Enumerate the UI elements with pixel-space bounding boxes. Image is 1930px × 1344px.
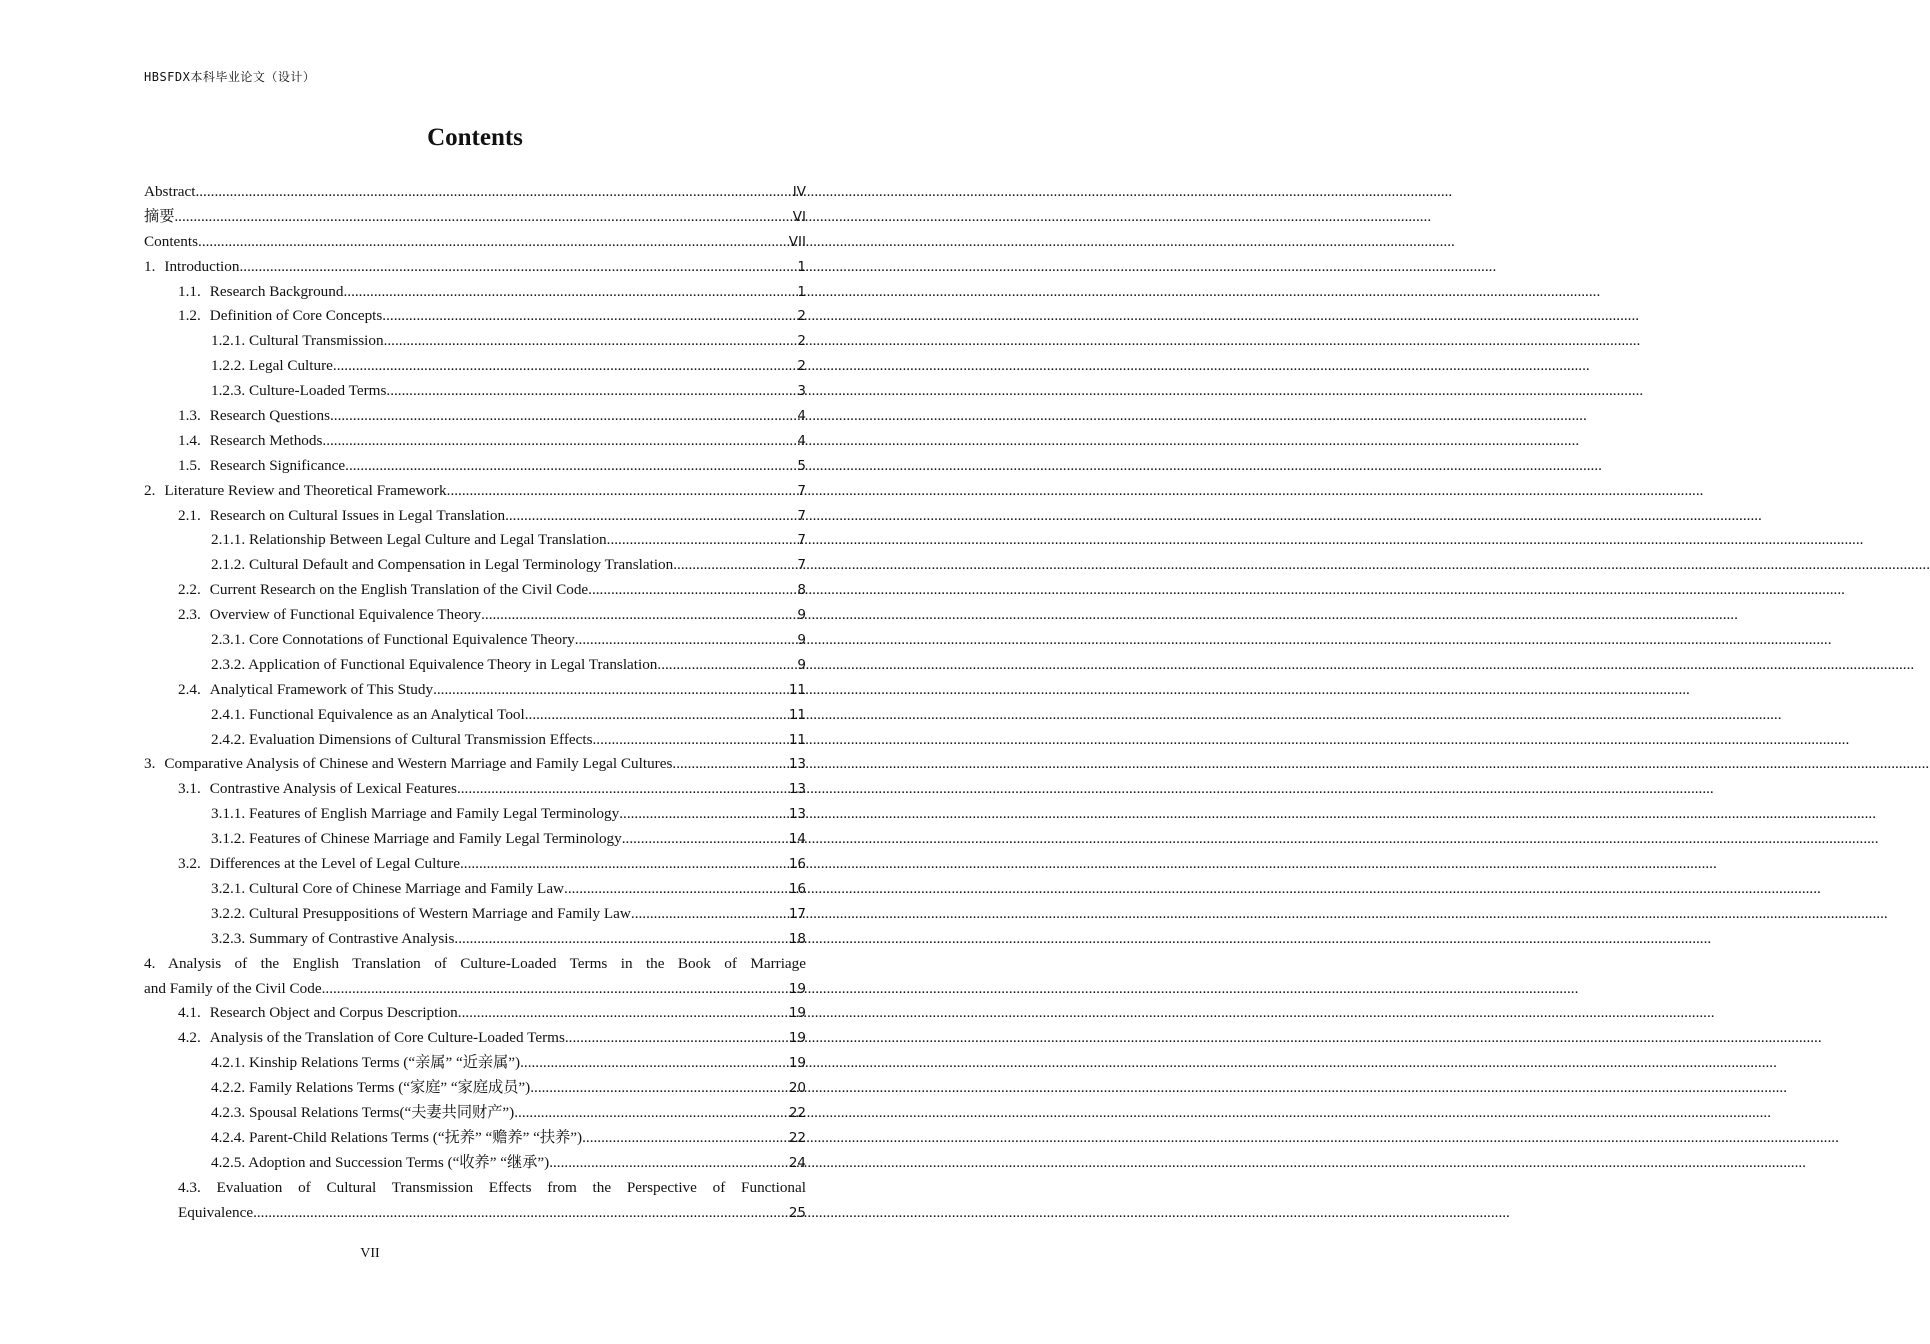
dot-leader — [253, 1201, 788, 1226]
toc-entry[interactable] — [144, 777, 806, 802]
toc-entry-page: 1 — [797, 283, 806, 300]
dot-leader — [588, 578, 796, 603]
dot-leader — [460, 852, 788, 877]
toc-entry-title: 2.1.2. Cultural Default and Compensation in Legal Terminology Translation — [211, 556, 674, 574]
toc-entry-number: 3. — [144, 755, 156, 773]
toc-entry-title: Analysis of the Translation of Core Culture-Loaded Terms — [209, 1029, 565, 1047]
toc-entry-title: 4.2.1. Kinship Relations Terms (“亲属” “近亲属”) — [211, 1054, 521, 1072]
dot-leader — [239, 255, 796, 280]
dot-leader — [505, 504, 796, 529]
toc-entry[interactable] — [144, 678, 806, 703]
toc-entry[interactable] — [144, 703, 806, 728]
toc-entry[interactable] — [144, 578, 806, 603]
toc-entry-title: Research Questions — [209, 407, 330, 425]
toc-entry-title: Current Research on the English Translation of the Civil Code — [209, 581, 589, 599]
toc-entry-title: Abstract — [144, 183, 196, 200]
dot-leader — [384, 329, 797, 354]
toc-entry[interactable] — [144, 603, 806, 628]
dot-leader — [631, 902, 788, 927]
toc-entry[interactable] — [144, 1101, 806, 1126]
dot-leader — [564, 877, 788, 902]
toc-entry[interactable] — [144, 1126, 806, 1151]
dot-leader — [454, 927, 787, 952]
toc-entry[interactable] — [144, 977, 806, 1002]
toc-entry-title: 3.1.2. Features of Chinese Marriage and Family Legal Terminology — [211, 830, 622, 848]
toc-entry[interactable] — [144, 528, 806, 553]
toc-entry[interactable] — [144, 504, 806, 529]
toc-entry[interactable] — [144, 454, 806, 479]
page-number: VII — [360, 1246, 380, 1261]
toc-entry[interactable] — [144, 479, 806, 504]
toc-entry-title: 3.2.2. Cultural Presuppositions of Western Marriage and Family Law — [211, 904, 631, 922]
toc-entry[interactable] — [144, 553, 806, 578]
toc-entry-page: 11 — [788, 706, 806, 723]
toc-entry-page: VI — [792, 208, 806, 225]
toc-entry-number: 1.1. — [178, 282, 201, 300]
toc-entry[interactable] — [144, 1151, 806, 1176]
toc-entry-page: 22 — [788, 1104, 806, 1121]
toc-entry-title: 4.2.4. Parent-Child Relations Terms (“抚养” “赡养” “扶养”) — [211, 1128, 583, 1146]
toc-entry-number: 1.4. — [178, 431, 201, 449]
toc-entry-title: Research on Cultural Issues in Legal Translation — [209, 506, 506, 524]
dot-leader — [322, 429, 796, 454]
dot-leader — [575, 628, 797, 653]
toc-entry-page: 11 — [788, 681, 806, 698]
dot-leader — [386, 379, 796, 404]
dot-leader — [343, 280, 796, 305]
toc-entry-title: 3.2.3. Summary of Contrastive Analysis — [211, 929, 455, 947]
toc-entry-page: 7 — [797, 482, 806, 499]
toc-entry[interactable] — [144, 1001, 806, 1026]
toc-entry[interactable] — [144, 902, 806, 927]
toc-entry-page: 5 — [797, 457, 806, 474]
toc-entry[interactable] — [144, 280, 806, 305]
toc-entry-page: 7 — [797, 532, 806, 549]
dot-leader — [657, 653, 796, 678]
toc-entry[interactable] — [144, 927, 806, 952]
dot-leader — [619, 802, 788, 827]
toc-entry-page: 16 — [788, 856, 806, 873]
toc-entry-title: 2.3.1. Core Connotations of Functional Equivalence Theory — [211, 631, 575, 649]
toc-entry-number: 3.1. — [178, 780, 201, 798]
toc-entry[interactable] — [144, 379, 806, 404]
toc-entry-number: 1. — [144, 257, 156, 275]
toc-entry-number: 2.2. — [178, 581, 201, 599]
toc-entry-number: 1.5. — [178, 456, 201, 474]
toc-entry[interactable] — [144, 852, 806, 877]
toc-entry[interactable] — [144, 429, 806, 454]
toc-entry-number: 1.3. — [178, 407, 201, 425]
toc-entry-page: 11 — [788, 731, 806, 748]
toc-entry-page: 19 — [788, 980, 806, 997]
toc-entry-number: 2.4. — [178, 680, 201, 698]
toc-entry[interactable] — [144, 1026, 806, 1051]
toc-entry-title: Research Significance — [209, 456, 346, 474]
toc-entry[interactable] — [144, 304, 806, 329]
toc-entry-page: 9 — [797, 607, 806, 624]
toc-entry-title: Differences at the Level of Legal Culture — [209, 855, 460, 873]
dot-leader — [530, 1076, 788, 1101]
toc-entry-page: 19 — [788, 1055, 806, 1072]
dot-leader — [433, 678, 788, 703]
toc-entry-title: 2.4.2. Evaluation Dimensions of Cultural Transmission Effects — [211, 730, 593, 748]
toc-entry-page: 13 — [788, 756, 806, 773]
dot-leader — [565, 1026, 788, 1051]
toc-entry[interactable] — [144, 752, 806, 777]
toc-entry[interactable] — [144, 205, 806, 230]
toc-entry-page: 18 — [788, 930, 806, 947]
dot-leader — [525, 703, 788, 728]
toc-entry-title: 4.2.3. Spousal Relations Terms(“夫妻共同财产”) — [211, 1103, 515, 1121]
dot-leader — [330, 404, 796, 429]
toc-entry-title: Contrastive Analysis of Lexical Features — [209, 780, 457, 798]
toc-entry-page: 2 — [797, 358, 806, 375]
toc-entry-page: 2 — [797, 308, 806, 325]
toc-entry[interactable] — [144, 1051, 806, 1076]
toc-entry-title: 3.1.1. Features of English Marriage and Family Legal Terminology — [211, 805, 620, 823]
dot-leader — [447, 479, 797, 504]
toc-entry-page: 7 — [797, 507, 806, 524]
dot-leader — [198, 230, 788, 255]
dot-leader — [322, 977, 788, 1002]
toc-entry-title: 摘要 — [144, 207, 175, 225]
toc-entry-title: Analytical Framework of This Study — [209, 680, 434, 698]
toc-entry-title: and Family of the Civil Code — [144, 979, 322, 997]
toc-entry-number: 2.1. — [178, 506, 201, 524]
toc-entry-page: 4 — [797, 432, 806, 449]
toc-entry-number: 4.2. — [178, 1029, 201, 1047]
dot-leader — [174, 205, 791, 230]
toc-entry[interactable] — [144, 1201, 806, 1226]
dot-leader — [593, 728, 788, 753]
toc-entry-wrapped-line: 4. Analysis of the English Translation of Culture-Loaded Terms in the Book of Marriage — [144, 954, 806, 972]
toc-entry-title: 3.2.1. Cultural Core of Chinese Marriage and Family Law — [211, 879, 565, 897]
toc-entry-title: Overview of Functional Equivalence Theory — [209, 606, 482, 624]
toc-entry-page: VII — [788, 233, 806, 250]
toc-entry-title: 1.2.2. Legal Culture — [211, 357, 333, 375]
toc-entry-page: 9 — [797, 656, 806, 673]
toc-entry-page: 25 — [788, 1204, 806, 1221]
dot-leader — [672, 752, 787, 777]
toc-entry-title: Research Methods — [209, 431, 323, 449]
toc-entry-title: Introduction — [164, 257, 240, 275]
toc-entry-page: 8 — [797, 582, 806, 599]
toc-entry-title: 2.1.1. Relationship Between Legal Culture and Legal Translation — [211, 531, 607, 549]
toc-entry[interactable] — [144, 230, 806, 255]
dot-leader — [520, 1051, 788, 1076]
dot-leader — [333, 354, 797, 379]
toc-entry-page: IV — [792, 184, 806, 200]
toc-entry-number: 2. — [144, 481, 156, 499]
dot-leader — [457, 777, 788, 802]
toc-entry[interactable] — [144, 255, 806, 280]
toc-entry-title: 2.3.2. Application of Functional Equivalence Theory in Legal Translation — [211, 655, 658, 673]
toc-entry-page: 13 — [788, 806, 806, 823]
toc-entry-page: 19 — [788, 1030, 806, 1047]
toc-entry-number: 4.1. — [178, 1004, 201, 1022]
toc-entry-page: 16 — [788, 880, 806, 897]
dot-leader — [622, 827, 788, 852]
toc-entry-page: 2 — [797, 333, 806, 350]
toc-entry-page: 24 — [788, 1154, 806, 1171]
toc-entry-page: 14 — [788, 831, 806, 848]
toc-entry-title: 4.2.5. Adoption and Succession Terms (“收养” “继承”) — [211, 1153, 550, 1171]
toc-entry-page: 13 — [788, 781, 806, 798]
toc-entry-number: 3.2. — [178, 855, 201, 873]
toc-entry[interactable] — [144, 404, 806, 429]
toc-entry-wrapped-line: 4.3. Evaluation of Cultural Transmission Effects from the Perspective of Functional — [178, 1178, 806, 1196]
toc-entry[interactable] — [144, 354, 806, 379]
toc-entry-title: 1.2.3. Culture-Loaded Terms — [211, 382, 387, 400]
toc-entry[interactable] — [144, 827, 806, 852]
dot-leader — [514, 1101, 788, 1126]
dot-leader — [582, 1126, 788, 1151]
dot-leader — [607, 528, 797, 553]
toc-entry-title: Contents — [144, 232, 199, 250]
toc-entry-page: 19 — [788, 1005, 806, 1022]
toc-entry-page: 17 — [788, 905, 806, 922]
toc-entry-page: 4 — [797, 408, 806, 425]
dot-leader — [673, 553, 796, 578]
toc-entry-title: 2.4.1. Functional Equivalence as an Analytical Tool — [211, 705, 525, 723]
toc-entry-title: Equivalence — [178, 1203, 254, 1221]
toc-entry-page: 22 — [788, 1129, 806, 1146]
dot-leader — [549, 1151, 788, 1176]
toc-entry-title: Research Object and Corpus Description — [209, 1004, 458, 1022]
toc-entry-title: Literature Review and Theoretical Framework — [164, 481, 447, 499]
dot-leader — [458, 1001, 788, 1026]
toc-entry[interactable] — [144, 653, 806, 678]
running-header: HBSFDX本科毕业论文（设计） — [144, 70, 316, 84]
toc-entry-page: 1 — [797, 258, 806, 275]
dot-leader — [481, 603, 796, 628]
dot-leader — [195, 180, 791, 205]
dot-leader — [382, 304, 796, 329]
toc-entry-title: 4.2.2. Family Relations Terms (“家庭” “家庭成员”) — [211, 1079, 531, 1097]
table-of-contents — [144, 180, 806, 1225]
toc-entry-page: 3 — [797, 383, 806, 400]
page-title: Contents — [427, 124, 523, 151]
toc-entry[interactable] — [144, 628, 806, 653]
toc-entry-page: 9 — [797, 632, 806, 649]
toc-entry-page: 20 — [788, 1080, 806, 1097]
toc-entry[interactable] — [144, 180, 806, 205]
toc-entry-title: Research Background — [209, 282, 344, 300]
toc-entry[interactable] — [144, 802, 806, 827]
toc-entry-page: 7 — [797, 557, 806, 574]
toc-entry[interactable] — [144, 329, 806, 354]
toc-entry-number: 1.2. — [178, 307, 201, 325]
toc-entry-number: 2.3. — [178, 606, 201, 624]
toc-entry-title: 1.2.1. Cultural Transmission — [211, 332, 384, 350]
toc-entry[interactable] — [144, 1076, 806, 1101]
toc-entry[interactable] — [144, 877, 806, 902]
toc-entry[interactable] — [144, 728, 806, 753]
toc-entry-title: Comparative Analysis of Chinese and Western Marriage and Family Legal Cultures — [164, 755, 673, 773]
toc-entry-title: Definition of Core Concepts — [209, 307, 383, 325]
dot-leader — [345, 454, 796, 479]
